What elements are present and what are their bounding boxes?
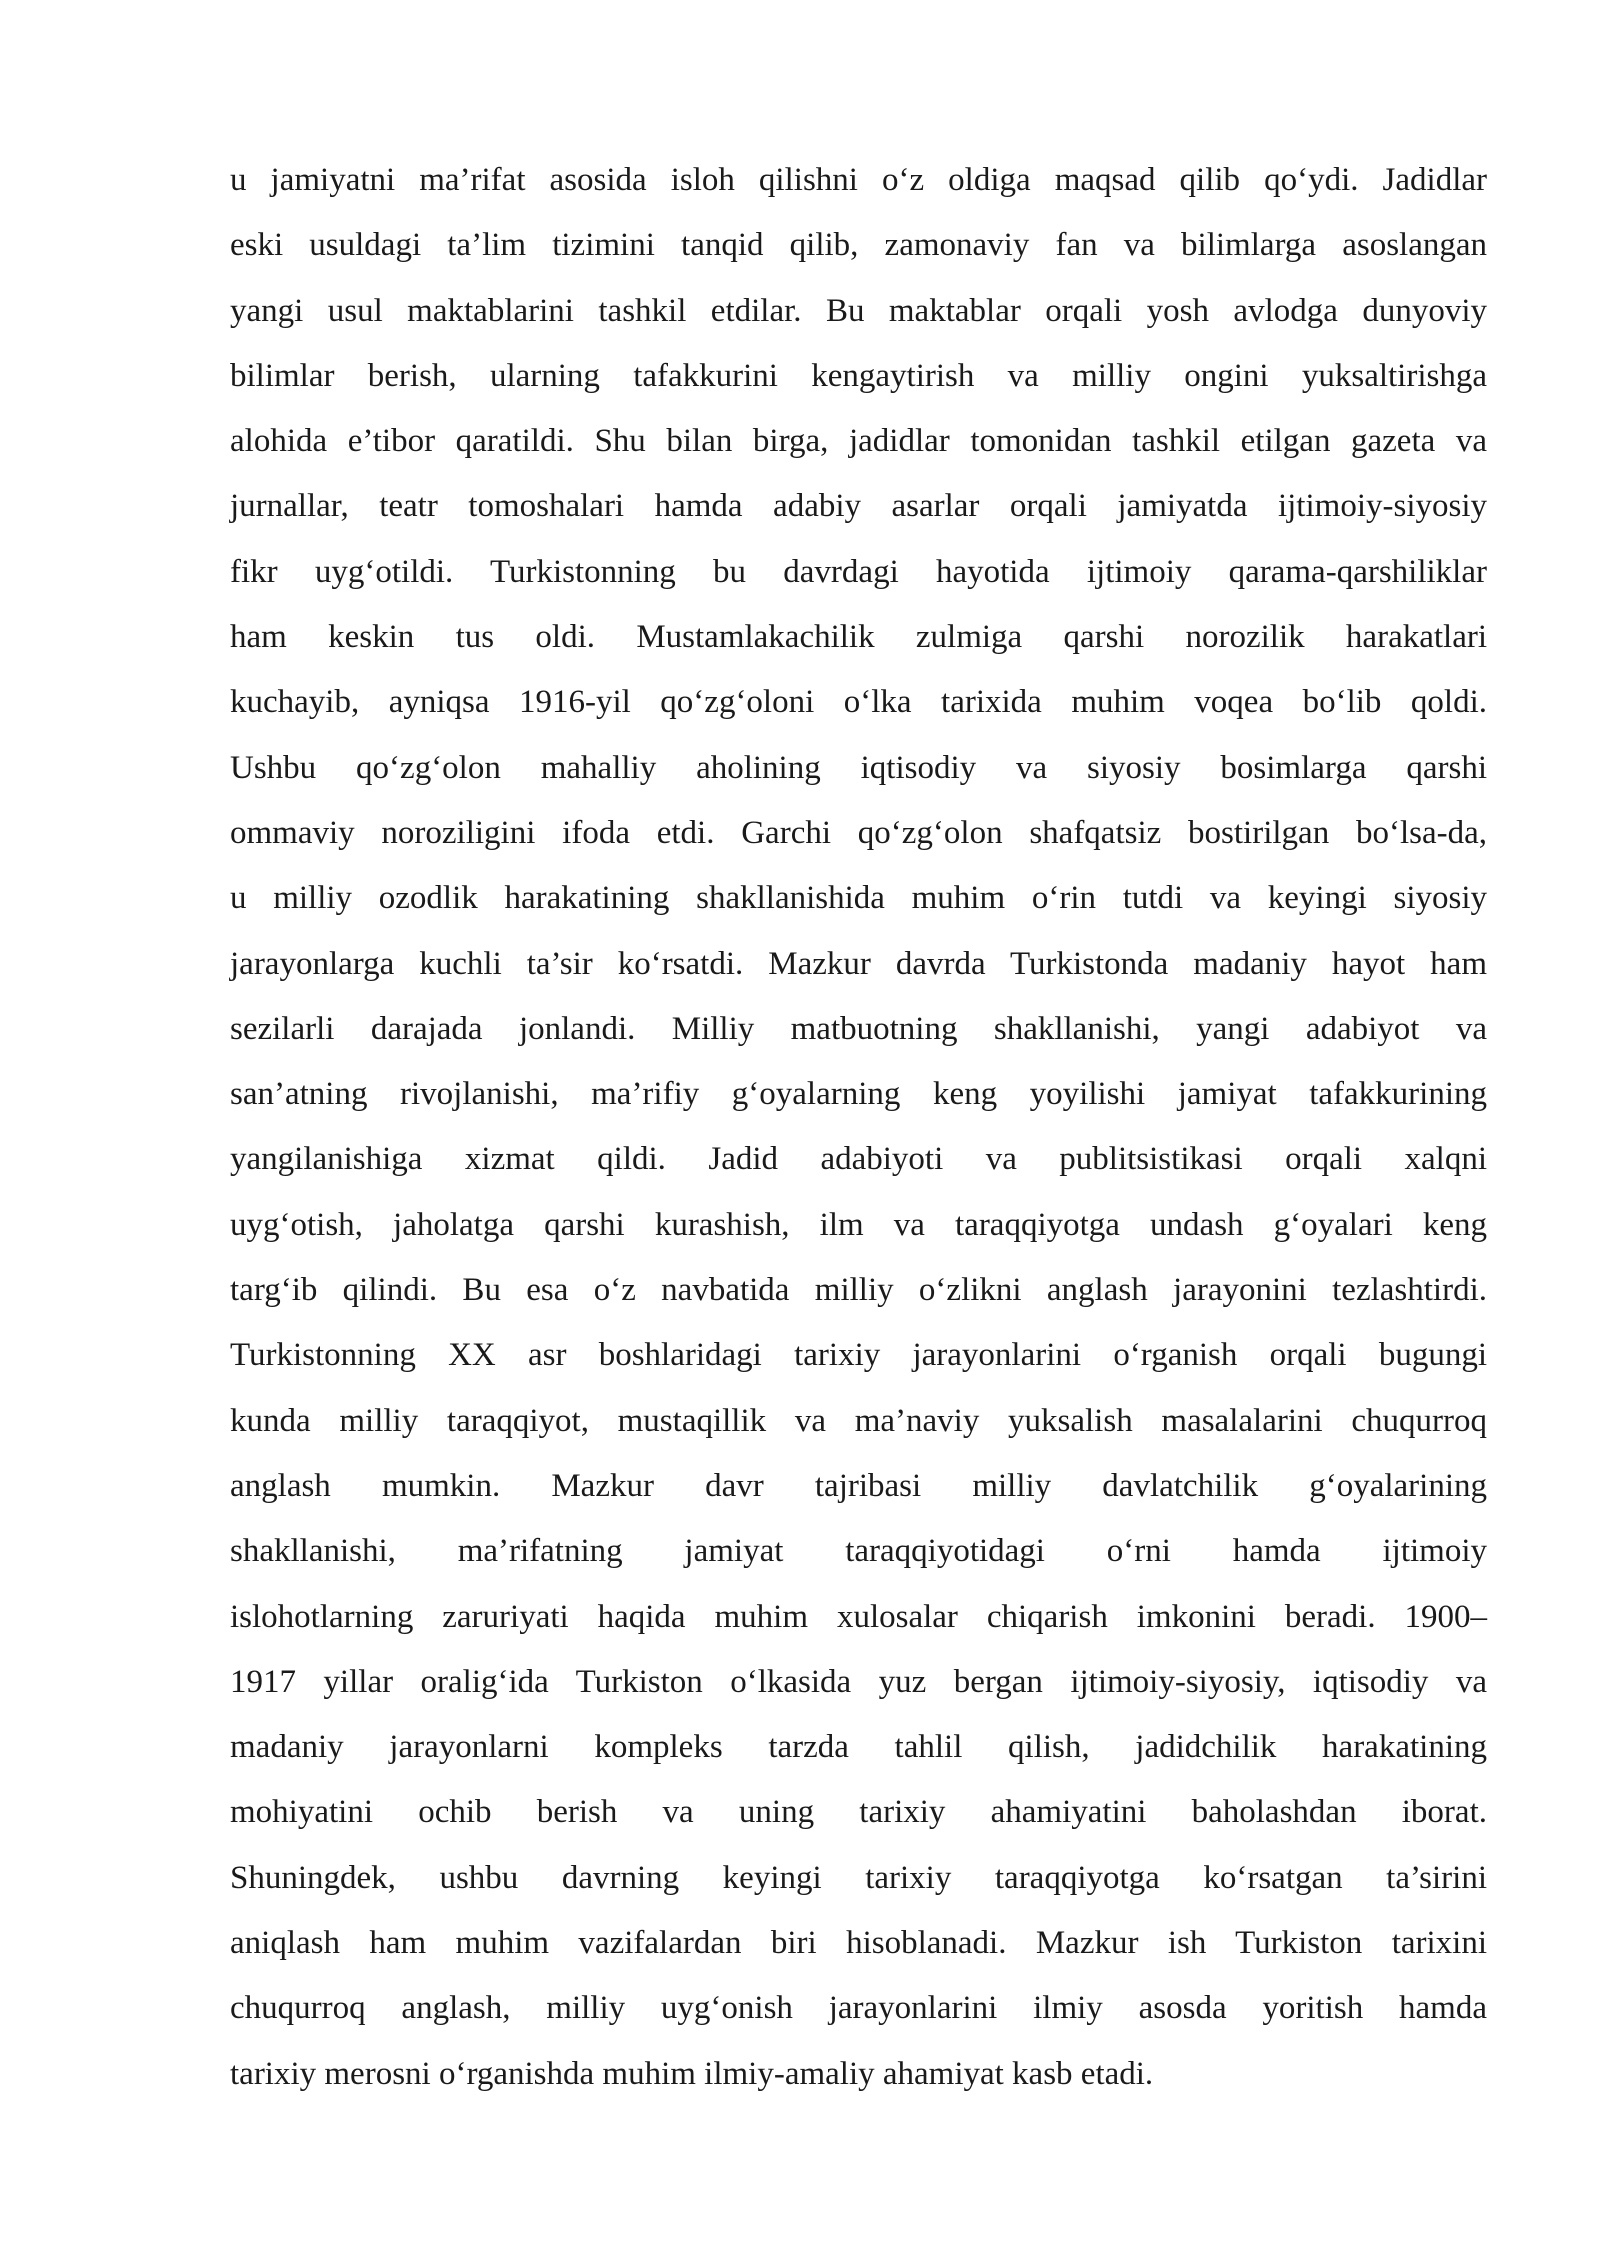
text-line: uyg‘otish, jaholatga qarshi kurashish, ilm va taraqqiyotga undash g‘oyalari keng <box>230 1206 1487 1243</box>
text-line: kunda milliy taraqqiyot, mustaqillik va ma’naviy yuksalish masalalarini chuqurroq <box>230 1402 1487 1439</box>
text-line: aniqlash ham muhim vazifalardan biri hisoblanadi. Mazkur ish Turkiston tarixini <box>230 1925 1487 1962</box>
text-line: ham keskin tus oldi. Mustamlakachilik zulmiga qarshi norozilik harakatlari <box>230 619 1487 656</box>
text-line: anglash mumkin. Mazkur davr tajribasi milliy davlatchilik g‘oyalarining <box>230 1467 1487 1504</box>
text-line: fikr uyg‘otildi. Turkistonning bu davrdagi hayotida ijtimoiy qarama-qarshiliklar <box>230 553 1487 590</box>
text-line: chuqurroq anglash, milliy uyg‘onish jarayonlarini ilmiy asosda yoritish hamda <box>230 1990 1487 2027</box>
text-line: bilimlar berish, ularning tafakkurini kengaytirish va milliy ongini yuksaltirishga <box>230 357 1487 394</box>
text-line: yangilanishiga xizmat qildi. Jadid adabiyoti va publitsistikasi orqali xalqni <box>230 1141 1487 1178</box>
text-line: u milliy ozodlik harakatining shakllanishida muhim o‘rin tutdi va keyingi siyosiy <box>230 880 1487 917</box>
text-line: ommaviy noroziligini ifoda etdi. Garchi qo‘zg‘olon shafqatsiz bostirilgan bo‘lsa-da, <box>230 814 1487 851</box>
text-line: tarixiy merosni o‘rganishda muhim ilmiy-amaliy ahamiyat kasb etadi. <box>230 2055 1154 2092</box>
text-line: 1917 yillar oralig‘ida Turkiston o‘lkasida yuz bergan ijtimoiy-siyosiy, iqtisodiy va <box>230 1663 1487 1700</box>
text-line: sezilarli darajada jonlandi. Milliy matbuotning shakllanishi, yangi adabiyot va <box>230 1010 1487 1047</box>
text-line: shakllanishi, ma’rifatning jamiyat taraqqiyotidagi o‘rni hamda ijtimoiy <box>230 1533 1487 1570</box>
body-paragraph <box>230 148 1487 2107</box>
text-line: kuchayib, ayniqsa 1916-yil qo‘zg‘oloni o‘lka tarixida muhim voqea bo‘lib qoldi. <box>230 684 1487 721</box>
text-line: jarayonlarga kuchli ta’sir ko‘rsatdi. Mazkur davrda Turkistonda madaniy hayot ham <box>230 945 1487 982</box>
text-line: alohida e’tibor qaratildi. Shu bilan birga, jadidlar tomonidan tashkil etilgan gazeta va <box>230 423 1487 460</box>
text-line: yangi usul maktablarini tashkil etdilar. Bu maktablar orqali yosh avlodga dunyoviy <box>230 292 1487 329</box>
text-line: Ushbu qo‘zg‘olon mahalliy aholining iqtisodiy va siyosiy bosimlarga qarshi <box>230 749 1487 786</box>
text-line: Turkistonning XX asr boshlaridagi tarixiy jarayonlarini o‘rganish orqali bugungi <box>230 1337 1487 1374</box>
text-line: mohiyatini ochib berish va uning tarixiy ahamiyatini baholashdan iborat. <box>230 1794 1487 1831</box>
text-line: islohotlarning zaruriyati haqida muhim xulosalar chiqarish imkonini beradi. 1900– <box>230 1598 1487 1635</box>
text-line: Shuningdek, ushbu davrning keyingi tarixiy taraqqiyotga ko‘rsatgan ta’sirini <box>230 1859 1487 1896</box>
text-line: u jamiyatni ma’rifat asosida isloh qilishni o‘z oldiga maqsad qilib qo‘ydi. Jadidlar <box>230 162 1487 198</box>
text-line: eski usuldagi ta’lim tizimini tanqid qilib, zamonaviy fan va bilimlarga asoslangan <box>230 227 1487 264</box>
text-line: madaniy jarayonlarni kompleks tarzda tahlil qilish, jadidchilik harakatining <box>230 1729 1487 1766</box>
text-line: san’atning rivojlanishi, ma’rifiy g‘oyalarning keng yoyilishi jamiyat tafakkurining <box>230 1076 1487 1113</box>
text-line: targ‘ib qilindi. Bu esa o‘z navbatida milliy o‘zlikni anglash jarayonini tezlashtirdi. <box>230 1272 1487 1309</box>
text-line: jurnallar, teatr tomoshalari hamda adabiy asarlar orqali jamiyatda ijtimoiy-siyosiy <box>230 488 1487 525</box>
